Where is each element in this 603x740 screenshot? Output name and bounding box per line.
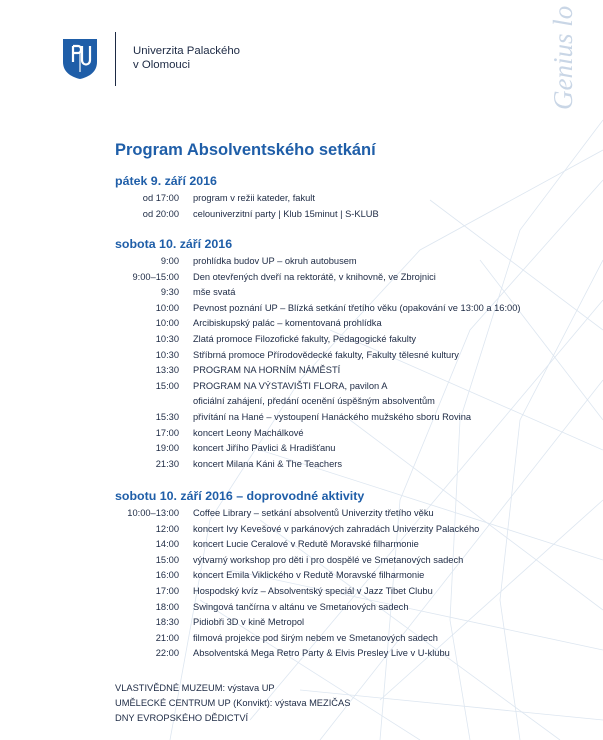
schedule-time: 19:00 [155,443,179,454]
schedule-time: 17:00 [155,427,179,438]
schedule-time: 16:00 [155,570,179,581]
schedule-row [0,271,603,287]
schedule-description: Arcibiskupský palác – komentovaná prohlídka [193,318,382,329]
schedule-time: 15:00 [155,380,179,391]
schedule-row [0,255,603,271]
page-title: Program Absolventského setkání [115,141,376,159]
schedule-description: Zlatá promoce Filozofické fakulty, Pedagogické fakulty [193,334,417,344]
section-heading: pátek 9. září 2016 [115,174,217,188]
schedule-description: Coffee Library – setkání absolventů Univerzity třetího věku [193,508,434,518]
schedule-row [0,585,603,601]
schedule-description: celouniverzitní party | Klub 15minut | S-KLUB [193,208,379,219]
schedule-row [0,507,603,523]
schedule-row [0,601,603,617]
schedule-description: prohlídka budov UP – okruh autobusem [193,256,357,266]
schedule-row [0,286,603,302]
schedule-row [0,538,603,554]
university-shield-logo-icon [62,38,98,80]
section-heading: sobotu 10. září 2016 – doprovodné aktivity [115,489,365,503]
schedule-time: 10:30 [155,334,179,344]
schedule-description: přivítání na Hané – vystoupení Hanáckého mužského sboru Rovina [193,412,472,422]
schedule-time: 9:00–15:00 [132,271,179,282]
schedule-row [0,333,603,349]
schedule-time: 9:00 [160,256,179,266]
schedule-row [0,554,603,570]
footer-line: VLASTIVĚDNÉ MUZEUM: výstava UP [115,683,275,693]
schedule-description: koncert Jiřího Pavlici & Hradišťanu [193,443,336,454]
schedule-row [0,380,603,396]
schedule-description: výtvarný workshop pro děti i pro dospělé ve Smetanových sadech [193,554,464,565]
schedule-time: 9:30 [160,287,179,298]
schedule-time: 12:00 [155,523,179,534]
schedule-row [0,208,603,224]
schedule-description: Hospodský kvíz – Absolventský speciál v Jazz Tibet Clubu [193,586,433,596]
schedule-row [0,616,603,632]
schedule-description: koncert Milana Káni & The Teachers [193,458,343,469]
schedule-description: Swingová tančírna v altánu ve Smetanových sadech [193,601,409,612]
schedule-time: 14:00 [155,539,179,550]
footer-line: UMĚLECKÉ CENTRUM UP (Konvikt): výstava MEZIČAS [115,698,351,709]
schedule-time: 21:30 [155,458,179,469]
header-divider [115,32,116,86]
schedule-description: koncert Leony Machálkové [193,427,304,438]
schedule-time: od 17:00 [142,193,179,203]
schedule-description: Pidiobři 3D v kině Metropol [193,617,305,628]
schedule-row [0,427,603,443]
schedule-row [0,442,603,458]
schedule-time: 10:00–13:00 [127,508,179,518]
schedule-description: oficiální zahájení, předání ocenění úspěšným absolventům [193,396,435,407]
schedule-time: od 20:00 [142,208,179,219]
university-name-line2: v Olomouci [133,59,190,71]
schedule-time: 15:30 [155,412,179,422]
schedule-time: 13:30 [155,365,179,376]
schedule-row [0,364,603,380]
schedule-description: Stříbrná promoce Přírodovědecké fakulty, Fakulty tělesné kultury [193,349,459,360]
schedule-row [0,192,603,208]
genius-loci-watermark: Genius lo [548,5,578,110]
schedule-time: 10:00 [155,302,179,313]
schedule-row [0,349,603,365]
schedule-time: 22:00 [155,648,179,659]
schedule-row [0,569,603,585]
schedule-row [0,317,603,333]
schedule-row [0,302,603,318]
schedule-time: 17:00 [155,586,179,596]
schedule-description: PROGRAM NA VÝSTAVIŠTI FLORA, pavilon A [193,380,388,391]
university-name [133,44,240,72]
schedule-row [0,632,603,648]
schedule-row [0,411,603,427]
section-heading: sobota 10. září 2016 [115,237,233,251]
schedule-time: 15:00 [155,554,179,565]
schedule-description: PROGRAM NA HORNÍM NÁMĚSTÍ [193,365,341,376]
schedule-row [0,458,603,474]
schedule-description: program v režii kateder, fakult [193,193,315,203]
footer-line: DNY EVROPSKÉHO DĚDICTVÍ [115,713,249,724]
schedule-row [0,647,603,663]
schedule-description: Pevnost poznání UP – Blízká setkání třetího věku (opakování ve 13:00 a 16:00) [193,302,521,313]
schedule-description: koncert Emila Viklického v Redutě Moravské filharmonie [193,570,425,581]
schedule-description: koncert Ivy Kevešové v parkánových zahradách Univerzity Palackého [193,523,480,534]
schedule-description: Den otevřených dveří na rektorátě, v knihovně, ve Zbrojnici [193,271,436,282]
schedule-time: 18:30 [155,617,179,628]
schedule-description: filmová projekce pod širým nebem ve Smetanových sadech [193,632,438,643]
schedule-row [0,523,603,539]
schedule-time: 18:00 [155,601,179,612]
schedule-time: 10:30 [155,349,179,360]
university-name-line1: Univerzita Palackého [133,45,240,57]
schedule-description: mše svatá [193,287,236,298]
schedule-time: 21:00 [155,632,179,643]
schedule-description: Absolventská Mega Retro Party & Elvis Presley Live v U-klubu [193,648,450,659]
schedule-description: koncert Lucie Ceralové v Redutě Moravské filharmonie [193,539,419,550]
schedule-time: 10:00 [155,318,179,329]
footer-notes [115,681,350,727]
schedule-row [0,395,603,411]
